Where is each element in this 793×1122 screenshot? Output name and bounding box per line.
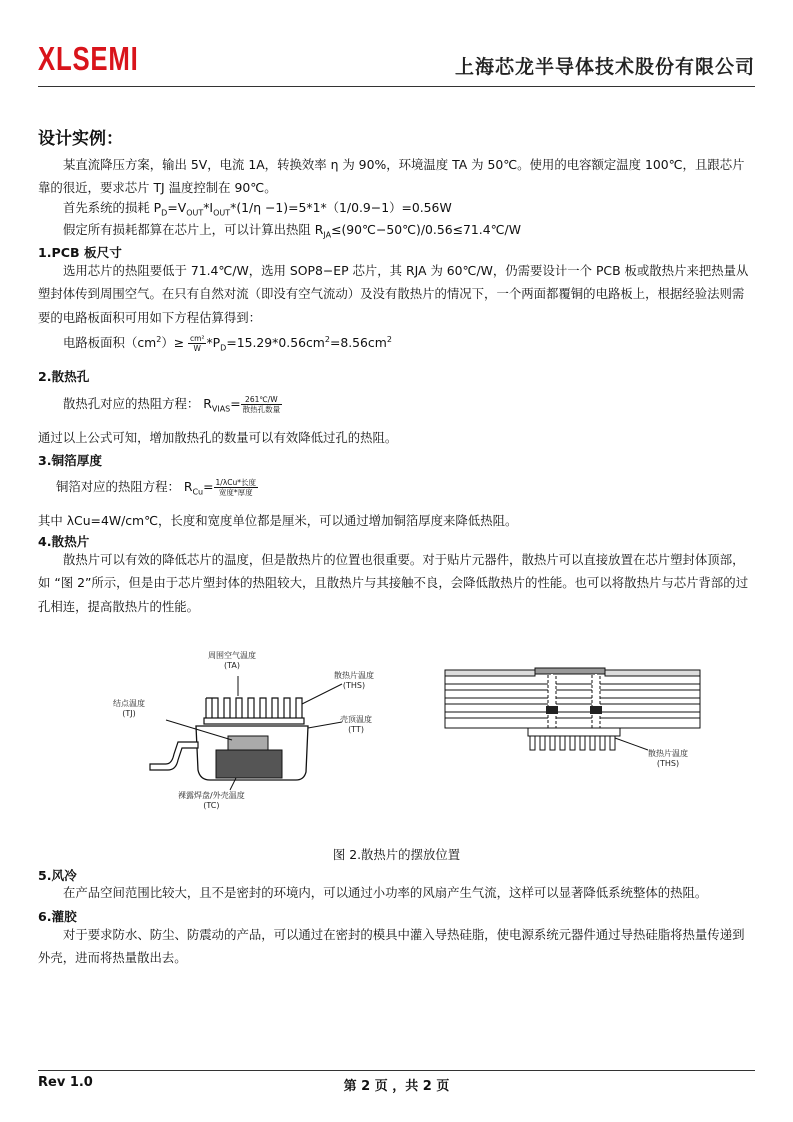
section-heading-fan: 5.风冷 — [38, 868, 77, 883]
revision-label: Rev 1.0 — [38, 1075, 93, 1090]
bottom-heatsink-fins — [530, 736, 615, 750]
section-heading-pcb: 1.PCB 板尺寸 — [38, 245, 122, 260]
copper-formula: 铜箔对应的热阻方程： $R_{Cu}=$ $\frac{\text{1/λCu*长度}}{\text{宽度*厚度}}$ — [56, 478, 256, 497]
label-exposed-pad-temp: 裸露焊盘/外壳温度 (TC) — [178, 791, 245, 810]
tt-leader — [308, 722, 342, 728]
top-mounted-heatsink-diagram — [150, 676, 342, 790]
company-name: 上海芯龙半导体技术股份有限公司 — [454, 56, 755, 78]
vias-formula: 散热孔对应的热阻方程： $R_{VIAS}=$ $\frac{261℃/W}{\text{散热孔数量}}$ — [63, 395, 281, 414]
bottom-heatsink-base — [528, 728, 620, 736]
section-heading-vias: 2.散热孔 — [38, 369, 90, 384]
header-rule — [38, 86, 755, 87]
ths2-leader — [615, 738, 648, 750]
heatsink-placement-figure — [110, 640, 710, 840]
page-title: 设计实例： — [38, 129, 123, 149]
thermal-resistance-line: 假定所有损耗都算在芯片上，可以计算出热阻 $R_{JA}\le(90℃-50℃)/0.56\le 71.4℃/W$ — [63, 222, 521, 240]
section-heading-potting: 6.灌胶 — [38, 909, 77, 924]
label-bottom-heatsink-temp: 散热片温度 (THS) — [648, 749, 688, 768]
label-ambient-temp: 周围空气温度 (TA) — [208, 651, 256, 670]
die — [228, 736, 268, 750]
section-fan-paragraph: 在产品空间范围比较大，且不是密封的环境内，可以通过小功率的风扇产生气流，这样可以显著降低系统整体的热阻。 — [63, 885, 708, 900]
vias-paragraph: 通过以上公式可知，增加散热孔的数量可以有效降低过孔的热阻。 — [38, 430, 398, 445]
section-heading-copper: 3.铜箔厚度 — [38, 453, 102, 468]
top-copper-right — [605, 670, 700, 676]
top-copper-left — [445, 670, 535, 676]
company-logo: XLSEMI — [38, 40, 139, 77]
figure-caption: 图 2.散热片的摆放位置 — [332, 847, 461, 862]
package-pad — [535, 668, 605, 674]
via-plating-1 — [546, 706, 558, 714]
heatsink-base — [204, 718, 304, 724]
section-heatsink-paragraph: 散热片可以有效的降低芯片的温度，但是散热片的位置也很重要。对于贴片元器件，散热片可以直接放置在芯片塑封体顶部，如 “图 2”所示，但是由于芯片塑封体的热阻较大，且散热片与其接触不良，会降低散热片的性能。也可以将散热片与芯片背部的过孔相连，提高散热片的性能。 — [38, 552, 749, 614]
thermal-via-1 — [548, 674, 556, 728]
bottom-mounted-heatsink-diagram — [445, 668, 700, 750]
section-pcb-paragraph: 选用芯片的热阻要低于 71.4℃/W，选用 SOP8−EP 芯片，其 RJA 为 60℃/W，仍需要设计一个 PCB 板或散热片来把热量从塑封体传到周围空气。在只有自然对流（即没有空气流动）及没有散热片的情况下，一个两面都覆铜的电路板上，根据经验法则需要的电路板面积可用如下方程估算得到： — [38, 263, 749, 325]
heatsink-fins — [206, 698, 302, 718]
footer-rule — [38, 1070, 755, 1071]
section-heading-heatsink: 4.散热片 — [38, 534, 90, 549]
exposed-pad — [216, 750, 282, 778]
label-case-top-temp: 壳顶温度 (TT) — [340, 715, 372, 734]
power-loss-line: 首先系统的损耗 $P_D=V_{OUT}*I_{OUT}*(1/\eta -1)=5*1*(1/0.9-1)=0.56W$ — [63, 200, 452, 218]
via-plating-2 — [590, 706, 602, 714]
label-junction-temp: 结点温度 (TJ) — [113, 699, 145, 718]
copper-paragraph: 其中 λCu=4W/cm℃，长度和宽度单位都是厘米，可以通过增加铜箔厚度来降低热阻。 — [38, 513, 518, 528]
intro-paragraph: 某直流降压方案，输出 5V，电流 1A，转换效率 η 为 90%，环境温度 TA 为 50℃。使用的电容额定温度 100℃，且跟芯片靠的很近，要求芯片 TJ 温度控制在 90℃。 — [38, 157, 745, 196]
page-number: 第 2 页 ，共 2 页 — [343, 1079, 450, 1094]
package-lead — [150, 742, 198, 770]
pcb-stack — [445, 670, 700, 728]
thermal-via-2 — [592, 674, 600, 728]
section-potting-paragraph: 对于要求防水、防尘、防震动的产品，可以通过在密封的模具中灌入导热硅脂，使电源系统元器件通过导热硅脂将热量传递到外壳，进而将热量散出去。 — [38, 927, 745, 966]
label-heatsink-temp: 散热片温度 (THS) — [334, 671, 374, 690]
pcb-area-formula: 电路板面积$(cm^2)\ge$ $\frac{\text{cm²}}{W}$ $*P_D=15.29*0.56cm^2=8.56cm^2$ — [63, 334, 392, 353]
